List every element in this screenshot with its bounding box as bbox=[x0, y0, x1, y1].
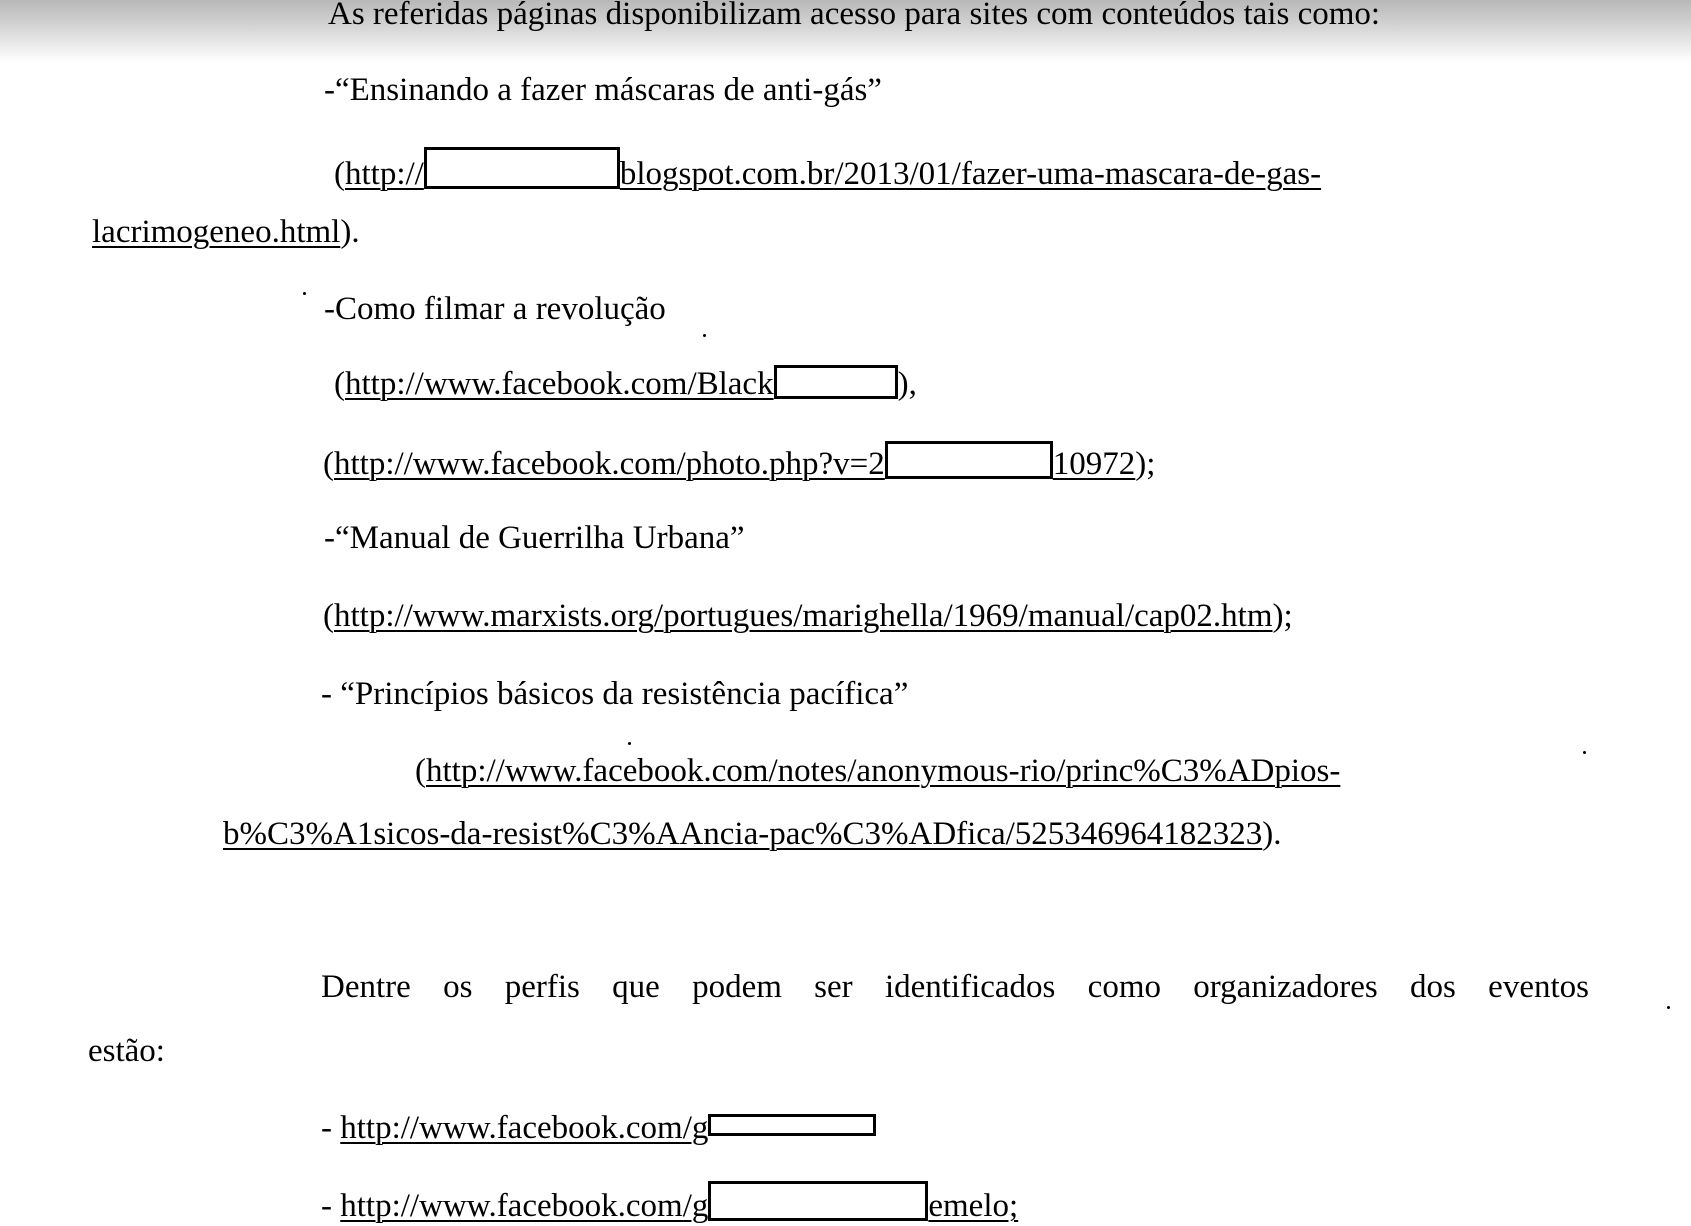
word: perfis bbox=[504, 969, 580, 1005]
redaction-box bbox=[424, 147, 620, 189]
link-suffix: blogspot.com.br/2013/01/fazer-uma-mascara-de-gas- bbox=[619, 156, 1322, 192]
scan-speck bbox=[303, 292, 306, 295]
item-title-guerrilla-manual: -“Manual de Guerrilha Urbana” bbox=[324, 520, 745, 556]
redaction-box bbox=[885, 441, 1053, 479]
word: dos bbox=[1410, 969, 1456, 1005]
marxists-link[interactable]: http://www.marxists.org/portugues/marighella/1969/manual/cap02.htm bbox=[334, 598, 1273, 634]
profile-link[interactable] bbox=[340, 1110, 876, 1146]
paren-close: ), bbox=[897, 366, 917, 402]
item-link-photo bbox=[323, 441, 1155, 484]
paren-close: ); bbox=[1135, 446, 1156, 482]
item-title-film-revolution: -Como filmar a revolução bbox=[324, 291, 666, 327]
link-suffix: 10972 bbox=[1052, 446, 1136, 482]
profile-item bbox=[321, 1108, 876, 1148]
word: que bbox=[612, 969, 660, 1005]
dash: - bbox=[321, 1188, 341, 1224]
anonymous-notes-link[interactable]: http://www.facebook.com/notes/anonymous-rio/princ%C3%ADpios- bbox=[426, 753, 1341, 789]
gas-mask-link-continued[interactable]: lacrimogeneo.html bbox=[92, 214, 341, 250]
word: podem bbox=[692, 969, 782, 1005]
redaction-box bbox=[708, 1181, 928, 1221]
link-prefix: http:// bbox=[345, 156, 424, 192]
redaction-box bbox=[774, 365, 898, 399]
link-prefix: http://www.facebook.com/photo.php?v=2 bbox=[334, 446, 885, 482]
item-link-gas-mask bbox=[334, 147, 1321, 194]
scan-speck bbox=[1667, 1006, 1670, 1009]
paren-close: ); bbox=[1272, 598, 1293, 634]
intro-paragraph: As referidas páginas disponibilizam acesso para sites com conteúdos tais como: bbox=[328, 0, 1381, 32]
redaction-box bbox=[708, 1114, 876, 1136]
item-title-gas-mask: -“Ensinando a fazer máscaras de anti-gás” bbox=[324, 72, 882, 108]
word: eventos bbox=[1488, 969, 1589, 1005]
word: como bbox=[1087, 969, 1161, 1005]
paren-close: ). bbox=[1262, 816, 1282, 852]
paren-close: ). bbox=[340, 214, 360, 250]
link-prefix: http://www.facebook.com/g bbox=[340, 1188, 709, 1224]
organizers-paragraph-end: estão: bbox=[88, 1033, 165, 1069]
link-suffix: emelo; bbox=[928, 1188, 1019, 1224]
paren-open: ( bbox=[415, 753, 426, 789]
item-link-anonymous-notes-continued bbox=[223, 814, 1282, 854]
item-link-black-page bbox=[334, 364, 917, 404]
profile-link[interactable] bbox=[340, 1188, 1018, 1224]
profile-item bbox=[321, 1181, 1018, 1226]
anonymous-notes-link-continued[interactable]: b%C3%A1sicos-da-resist%C3%AAncia-pac%C3%ADfica/525346964182323 bbox=[223, 816, 1263, 852]
paren-open: ( bbox=[334, 156, 345, 192]
link-prefix: http://www.facebook.com/Black bbox=[345, 366, 774, 402]
paren-open: ( bbox=[323, 598, 334, 634]
item-link-gas-mask-continued bbox=[92, 212, 360, 252]
scan-speck bbox=[1583, 751, 1586, 754]
word: Dentre bbox=[321, 969, 411, 1005]
word: ser bbox=[814, 969, 853, 1005]
paren-open: ( bbox=[334, 366, 345, 402]
scan-speck bbox=[628, 742, 631, 745]
word: organizadores bbox=[1193, 969, 1378, 1005]
word: identificados bbox=[884, 969, 1056, 1005]
item-link-marxists bbox=[323, 596, 1293, 636]
item-title-peaceful-resistance: - “Princípios básicos da resistência pacífica” bbox=[321, 676, 909, 712]
scan-speck bbox=[703, 334, 706, 337]
facebook-black-link[interactable] bbox=[345, 366, 898, 402]
item-link-anonymous-notes bbox=[415, 751, 1340, 791]
gas-mask-link[interactable] bbox=[345, 156, 1321, 192]
word: os bbox=[443, 969, 473, 1005]
organizers-paragraph bbox=[321, 967, 1589, 1007]
link-prefix: http://www.facebook.com/g bbox=[340, 1110, 709, 1146]
dash: - bbox=[321, 1110, 341, 1146]
paren-open: ( bbox=[323, 446, 334, 482]
facebook-photo-link[interactable] bbox=[334, 446, 1135, 482]
